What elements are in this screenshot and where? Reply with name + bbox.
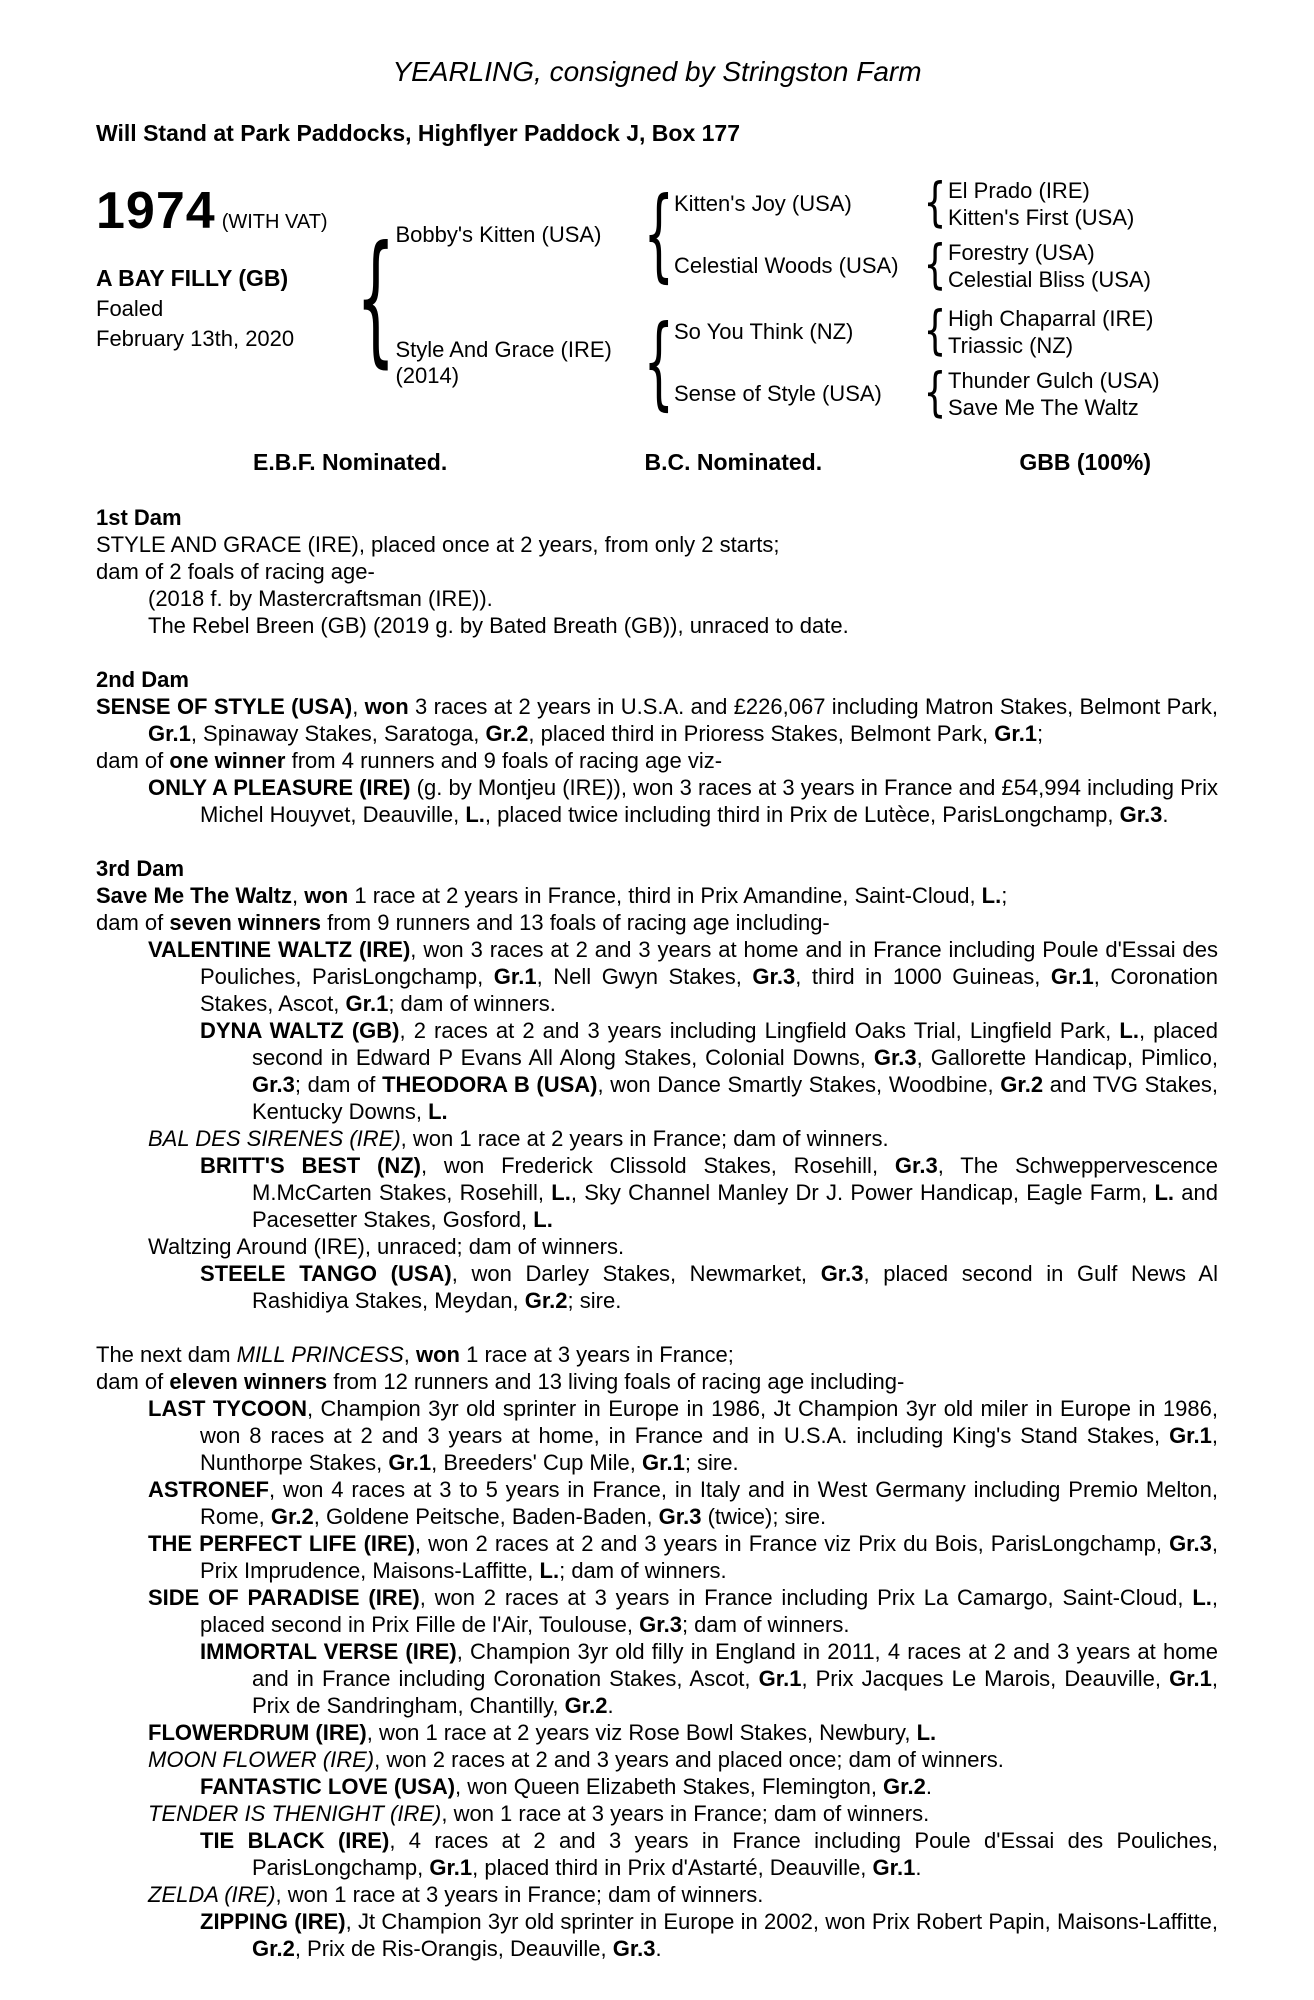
text-segment: SIDE OF PARADISE (IRE) [148,1585,420,1610]
text-segment: Gr.3 [658,1504,702,1529]
text-segment: dam of [96,910,170,935]
text-segment: L. [533,1207,553,1232]
foal-name: A BAY FILLY (GB) [96,265,289,291]
text-segment: , placed second in Edward P Evans All Along Stakes, Colonial Downs, [252,1018,1218,1070]
catalogue-paragraph [96,1341,1218,1368]
brace-icon: { [923,363,947,423]
sire-sire-unit [674,173,1218,233]
catalogue-paragraph [96,747,1218,774]
text-segment: ; [1001,883,1008,908]
text-segment: ; dam of [294,1072,383,1097]
section-heading: 1st Dam [96,505,182,530]
dam-name-line: Style And Grace (IRE) [395,337,612,362]
dam-section [96,504,1218,639]
text-segment: ; dam of winners. [388,991,556,1016]
catalogue-paragraph [96,1476,1218,1530]
catalogue-paragraph [96,558,1218,585]
catalogue-paragraph [96,774,1218,828]
text-segment: MILL PRINCESS [236,1342,404,1367]
text-segment: THE PERFECT LIFE (IRE) [148,1531,415,1556]
text-segment: dam of 2 foals of racing age- [96,559,375,584]
dam-section [96,666,1218,828]
text-segment: . [915,1855,922,1880]
text-segment: Gr.1 [148,721,191,746]
catalogue-paragraph [96,1719,1218,1746]
text-segment: ASTRONEF [148,1477,269,1502]
text-segment: , Sky Channel Manley Dr J. Power Handicap, Eagle Farm, [570,1180,1155,1205]
text-segment: The next dam [96,1342,237,1367]
text-segment: Gr.2 [564,1693,608,1718]
text-segment: ; sire. [567,1288,622,1313]
text-segment: won [415,1342,460,1367]
text-segment: Gr.2 [883,1774,926,1799]
text-segment: Gr.3 [1169,1531,1212,1556]
text-segment: Gr.2 [252,1936,295,1961]
catalogue-paragraph [96,936,1218,1017]
text-segment: Gr.3 [1119,802,1163,827]
text-segment: L. [916,1720,937,1745]
text-segment: FANTASTIC LOVE (USA) [200,1774,456,1799]
catalogue-paragraph [96,882,1218,909]
text-segment: Gr.1 [872,1855,916,1880]
text-segment: , won 3 races at 2 and 3 years at home and in France including Poule d'Essai des Pouliches, ParisLongchamp, [200,937,1218,989]
text-segment: FLOWERDRUM (IRE) [148,1720,367,1745]
dam-year: (2014) [395,363,460,388]
catalogue-paragraph [96,612,1218,639]
text-segment: Gr.3 [820,1261,864,1286]
dam-sire-parents [948,305,1218,359]
lot-number: 1974 [96,182,216,240]
catalogue-paragraph [96,1233,1218,1260]
text-segment: Gr.3 [894,1153,938,1178]
text-segment: 3 races at 2 years in U.S.A. and £226,067 including Matron Stakes, Belmont Park, [408,694,1218,719]
brace-icon: { [356,213,396,382]
catalogue-paragraph [96,1881,1218,1908]
text-segment: BAL DES SIRENES (IRE) [148,1126,401,1151]
text-segment: . [925,1774,932,1799]
text-segment: , Goldene Peitsche, Baden-Baden, [313,1504,659,1529]
sire-dam-parents [948,239,1218,293]
catalogue-paragraph [96,1260,1218,1314]
text-segment: Gr.1 [1169,1666,1212,1691]
text-segment: , Nunthorpe Stakes, [200,1423,1218,1475]
text-segment: Gr.3 [252,1072,295,1097]
ancestor-name: High Chaparral (IRE) [948,306,1154,331]
text-segment: , won Queen Elizabeth Stakes, Flemington, [455,1774,884,1799]
text-segment: , won 1 race at 3 years in France; dam of winners. [275,1882,764,1907]
text-segment: STYLE AND GRACE (IRE), placed once at 2 years, from only 2 starts; [96,532,780,557]
text-segment: Gr.3 [752,964,796,989]
text-segment: 1 race at 2 years in France, third in Prix Amandine, Saint-Cloud, [348,883,982,908]
text-segment: (twice); sire. [701,1504,827,1529]
text-segment: Gr.3 [612,1936,656,1961]
text-segment: , won 1 race at 2 years viz Rose Bowl Stakes, Newbury, [366,1720,917,1745]
text-segment: Gr.1 [345,991,389,1016]
ancestor-name: Thunder Gulch (USA) [948,368,1160,393]
text-segment: Waltzing Around (IRE), unraced; dam of winners. [148,1234,625,1259]
text-segment: L. [1192,1585,1212,1610]
nominations [253,449,1151,476]
text-segment: LAST TYCOON [148,1396,307,1421]
text-segment: L. [981,883,1002,908]
text-segment: Save Me The Waltz [96,883,293,908]
text-segment: IMMORTAL VERSE (IRE) [200,1639,457,1664]
text-segment: Gr.1 [642,1450,685,1475]
text-segment: ; [1037,721,1044,746]
dam-section [96,1341,1218,1962]
catalogue-paragraph [96,1395,1218,1476]
text-segment: L. [465,802,485,827]
text-segment: Gr.1 [493,964,537,989]
sire-grandparents [674,173,1218,295]
text-segment: , Nell Gwyn Stakes, [536,964,753,989]
text-segment: (g. by Montjeu (IRE)), won 3 races at 3 years in France and £54,994 including Prix Michel Houyvet, Deauville, [200,775,1218,827]
catalogue-text [96,504,1218,1962]
text-segment: , Coronation Stakes, Ascot, [200,964,1218,1016]
text-segment: won [304,883,349,908]
text-segment: ; dam of winners. [559,1558,727,1583]
text-segment: ; dam of winners. [681,1612,850,1637]
text-segment: Gr.1 [388,1450,432,1475]
dam-branch [395,301,1218,423]
text-segment: , placed twice including third in Prix de Lutèce, ParisLongchamp, [484,802,1120,827]
text-segment: , 2 races at 2 and 3 years including Lingfield Oaks Trial, Lingfield Park, [399,1018,1120,1043]
dam-dam-unit [674,363,1218,423]
text-segment: , placed third in Prix d'Astarté, Deauville, [472,1855,873,1880]
text-segment: Gr.1 [1050,964,1094,989]
ancestor-name: Celestial Bliss (USA) [948,267,1151,292]
sire-name: Bobby's Kitten (USA) [395,222,602,247]
text-segment: , Prix Imprudence, Maisons-Laffitte, [200,1531,1218,1583]
catalogue-paragraph [96,909,1218,936]
text-segment: , 4 races at 2 and 3 years in France including Poule d'Essai des Pouliches, ParisLongchamp, [252,1828,1219,1880]
text-segment: , The Schweppervescence M.McCarten Stakes, Rosehill, [252,1153,1218,1205]
ancestor-name: Forestry (USA) [948,240,1095,265]
dam-sire-name: So You Think (NZ) [674,319,854,344]
lot-row [96,181,356,241]
text-segment: from 9 runners and 13 foals of racing age including- [321,910,830,935]
ancestor-name: Save Me The Waltz [948,395,1139,420]
text-segment: The Rebel Breen (GB) (2019 g. by Bated Breath (GB)), unraced to date. [148,613,849,638]
text-segment: , won 2 races at 2 and 3 years and placed once; dam of winners. [374,1747,1004,1772]
text-segment: Gr.1 [429,1855,473,1880]
text-segment: dam of [96,1369,170,1394]
text-segment: one winner [169,748,286,773]
text-segment: won [364,694,409,719]
catalogue-paragraph [96,1125,1218,1152]
text-segment: , won 1 race at 2 years in France; dam of winners. [400,1126,889,1151]
ancestor-name: Triassic (NZ) [948,333,1074,358]
text-segment: L. [428,1099,448,1124]
text-segment: TIE BLACK (IRE) [200,1828,390,1853]
text-segment: Gr.2 [524,1288,568,1313]
text-segment: Gr.1 [758,1666,802,1691]
text-segment: VALENTINE WALTZ (IRE) [148,937,411,962]
bc-nominated: B.C. Nominated. [644,449,823,475]
ancestor-name: Kitten's First (USA) [948,205,1135,230]
dam-section [96,855,1218,1314]
text-segment: , won 4 races at 3 to 5 years in France, in Italy and in West Germany including Premio Melton, Rome, [200,1477,1218,1529]
text-segment: DYNA WALTZ (GB) [200,1018,400,1043]
text-segment: , won 1 race at 3 years in France; dam of winners. [441,1801,930,1826]
text-segment: , [352,694,365,719]
text-segment: , placed third in Prioress Stakes, Belmont Park, [528,721,995,746]
pedigree-generations [395,173,1218,423]
text-segment: from 12 runners and 13 living foals of racing age including- [327,1369,905,1394]
text-segment: , Prix de Sandringham, Chantilly, [252,1666,1218,1718]
brace-icon: { [923,301,947,361]
text-segment: , placed second in Prix Fille de l'Air, Toulouse, [200,1585,1218,1637]
catalogue-paragraph [96,585,1218,612]
text-segment: L. [1119,1018,1139,1043]
catalogue-paragraph [96,693,1218,747]
text-segment: , won 2 races at 3 years in France including Prix La Camargo, Saint-Cloud, [419,1585,1193,1610]
catalogue-paragraph [96,1638,1218,1719]
text-segment: from 4 runners and 9 foals of racing age viz- [285,748,723,773]
text-segment: Gr.2 [270,1504,314,1529]
text-segment: , Prix de Ris-Orangis, Deauville, [294,1936,613,1961]
text-segment: , won Frederick Clissold Stakes, Rosehill, [420,1153,895,1178]
gbb-status: GBB (100%) [1019,449,1151,475]
text-segment: , Champion 3yr old sprinter in Europe in 1986, Jt Champion 3yr old miler in Europe in 1986, won 8 races at 2 and 3 years at home, in France and in U.S.A. including King's Stand Stakes, [200,1396,1218,1448]
catalogue-paragraph [96,1584,1218,1638]
text-segment: Gr.3 [873,1045,917,1070]
text-segment: , won 2 races at 2 and 3 years in France viz Prix du Bois, ParisLongchamp, [414,1531,1170,1556]
catalogue-paragraph [96,1827,1218,1881]
text-segment: ; sire. [684,1450,739,1475]
foaled-date: February 13th, 2020 [96,326,295,351]
text-segment: . [655,1936,662,1961]
text-segment: and TVG Stakes, Kentucky Downs, [252,1072,1219,1124]
text-segment: . [607,1693,614,1718]
text-segment: STEELE TANGO (USA) [200,1261,452,1286]
catalogue-paragraph [96,1152,1218,1233]
section-heading: 3rd Dam [96,856,185,881]
dam-sire-unit [674,301,1218,361]
text-segment: Gr.2 [485,721,529,746]
page-title: YEARLING, consigned by Stringston Farm [392,56,922,87]
text-segment: L. [1154,1180,1175,1205]
brace-icon: { [643,304,674,422]
text-segment: ONLY A PLEASURE (IRE) [148,775,411,800]
dam-dam-parents [948,367,1218,421]
text-segment: L. [551,1180,571,1205]
text-segment: , Gallorette Handicap, Pimlico, [916,1045,1218,1070]
text-segment: , Breeders' Cup Mile, [431,1450,642,1475]
text-segment: and Pacesetter Stakes, Gosford, [252,1180,1218,1232]
lot-info [96,177,356,421]
text-segment: , Jt Champion 3yr old sprinter in Europe in 2002, won Prix Robert Papin, Maisons-Laffitte, [345,1909,1218,1934]
pedigree-block [96,173,1218,423]
catalogue-paragraph [96,1908,1218,1962]
sire-dam-unit [674,235,1218,295]
catalogue-paragraph [96,1017,1218,1125]
text-segment: ZIPPING (IRE) [200,1909,346,1934]
text-segment: , Prix Jacques Le Marois, Deauville, [801,1666,1170,1691]
text-segment: eleven winners [169,1369,328,1394]
text-segment: , [403,1342,416,1367]
sire-dam-name: Celestial Woods (USA) [674,253,899,278]
section-heading: 2nd Dam [96,667,189,692]
catalogue-paragraph [96,531,1218,558]
text-segment: THEODORA B (USA) [382,1072,598,1097]
dam-grandparents [674,301,1218,423]
dam-dam-name: Sense of Style (USA) [674,381,882,406]
text-segment: . [1162,802,1169,827]
text-segment: (2018 f. by Mastercraftsman (IRE)). [148,586,493,611]
foaled-label: Foaled [96,296,164,321]
text-segment: Gr.2 [1000,1072,1044,1097]
catalogue-paragraph [96,1800,1218,1827]
ancestor-name: El Prado (IRE) [948,178,1090,203]
text-segment: seven winners [169,910,322,935]
text-segment: , third in 1000 Guineas, [795,964,1051,989]
text-segment: dam of [96,748,170,773]
text-segment: , won Darley Stakes, Newmarket, [451,1261,821,1286]
text-segment: Gr.1 [994,721,1038,746]
stand-location: Will Stand at Park Paddocks, Highflyer Paddock J, Box 177 [96,120,740,146]
brace-icon: { [923,235,947,295]
catalogue-paragraph [96,1368,1218,1395]
text-segment: BRITT'S BEST (NZ) [200,1153,421,1178]
sire-branch [395,173,1218,295]
text-segment: Gr.1 [1169,1423,1212,1448]
text-segment: , won Dance Smartly Stakes, Woodbine, [597,1072,1001,1097]
text-segment: , placed second in Gulf News Al Rashidiya Stakes, Meydan, [252,1261,1218,1313]
pedigree-tree [356,173,1218,423]
ebf-nominated: E.B.F. Nominated. [253,449,448,475]
text-segment: , [292,883,305,908]
text-segment: SENSE OF STYLE (USA) [96,694,353,719]
brace-icon: { [643,176,674,294]
text-segment: , Spinaway Stakes, Saratoga, [190,721,486,746]
brace-icon: { [923,173,947,233]
text-segment: MOON FLOWER (IRE) [148,1747,375,1772]
sire-sire-name: Kitten's Joy (USA) [674,191,852,216]
text-segment: ZELDA (IRE) [148,1882,276,1907]
catalogue-paragraph [96,1746,1218,1773]
catalogue-paragraph [96,1530,1218,1584]
text-segment: , Champion 3yr old filly in England in 2011, 4 races at 2 and 3 years at home and in France including Coronation Stakes, Ascot, [252,1639,1218,1691]
dam-name [395,337,643,389]
vat-note: (WITH VAT) [221,211,328,233]
text-segment: TENDER IS THENIGHT (IRE) [148,1801,442,1826]
text-segment: Gr.3 [639,1612,682,1637]
catalogue-paragraph [96,1773,1218,1800]
sire-sire-parents [948,177,1218,231]
text-segment: L. [539,1558,560,1583]
text-segment: 1 race at 3 years in France; [459,1342,734,1367]
